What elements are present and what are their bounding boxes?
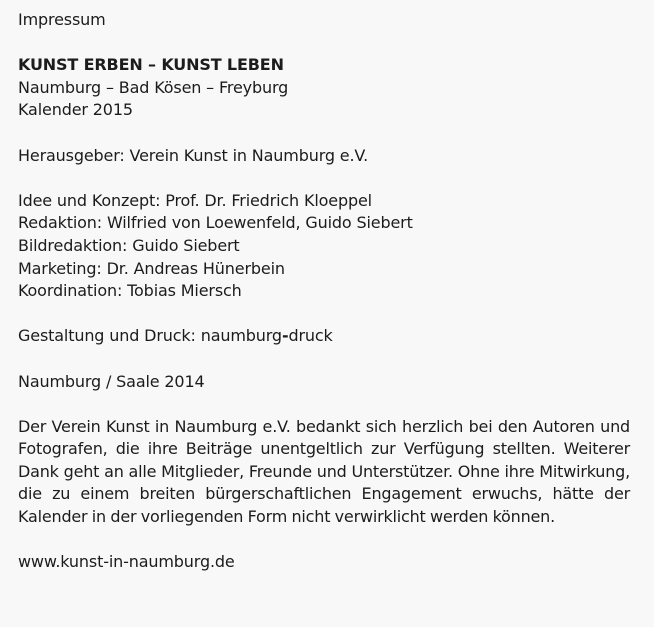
spacer: [18, 393, 630, 416]
spacer: [18, 167, 630, 190]
page-heading: Impressum: [18, 10, 106, 29]
spacer: [18, 32, 630, 55]
spacer: [18, 122, 630, 145]
design-print-hyphen: -: [281, 326, 289, 346]
credit-photo-editing: Bildredaktion: Guido Siebert: [18, 235, 240, 255]
credit-editing: Redaktion: Wilfried von Loewenfeld, Guido Siebert: [18, 213, 413, 233]
place-year: Naumburg / Saale 2014: [18, 371, 205, 391]
design-print-line: [18, 325, 630, 348]
acknowledgement-paragraph: Der Verein Kunst in Naumburg e.V. bedankt sich herzlich bei den Autoren und Fotografen, die ihre Beiträge unentgeltlich zur Verfügung stellten. Weiterer Dank geht an alle Mitglieder, Freunde und Unterstützer. Ohne ihre Mitwirkung, die zu einem breiten bürgerschaftlichen Engagement erwuchs, hätte der Kalender in der vorliegenden Form nicht verwirklicht werden können.: [18, 416, 630, 527]
spacer: [18, 529, 630, 552]
calendar-subtitle: Naumburg – Bad Kösen – Freyburg: [18, 77, 289, 97]
design-print-suffix: druck: [288, 326, 333, 346]
credit-coordination: Koordination: Tobias Miersch: [18, 281, 242, 301]
design-print-label: Gestaltung und Druck: naumburg: [18, 326, 282, 346]
credit-marketing: Marketing: Dr. Andreas Hünerbein: [18, 258, 285, 278]
publisher-line: Herausgeber: Verein Kunst in Naumburg e.V.: [18, 145, 369, 165]
calendar-year: Kalender 2015: [18, 100, 133, 120]
calendar-title: KUNST ERBEN – KUNST LEBEN: [18, 55, 284, 75]
spacer: [18, 303, 630, 326]
website-link[interactable]: www.kunst-in-naumburg.de: [18, 552, 235, 572]
credit-concept: Idee und Konzept: Prof. Dr. Friedrich Kloeppel: [18, 190, 372, 210]
spacer: [18, 348, 630, 371]
credits-list: [18, 190, 630, 303]
